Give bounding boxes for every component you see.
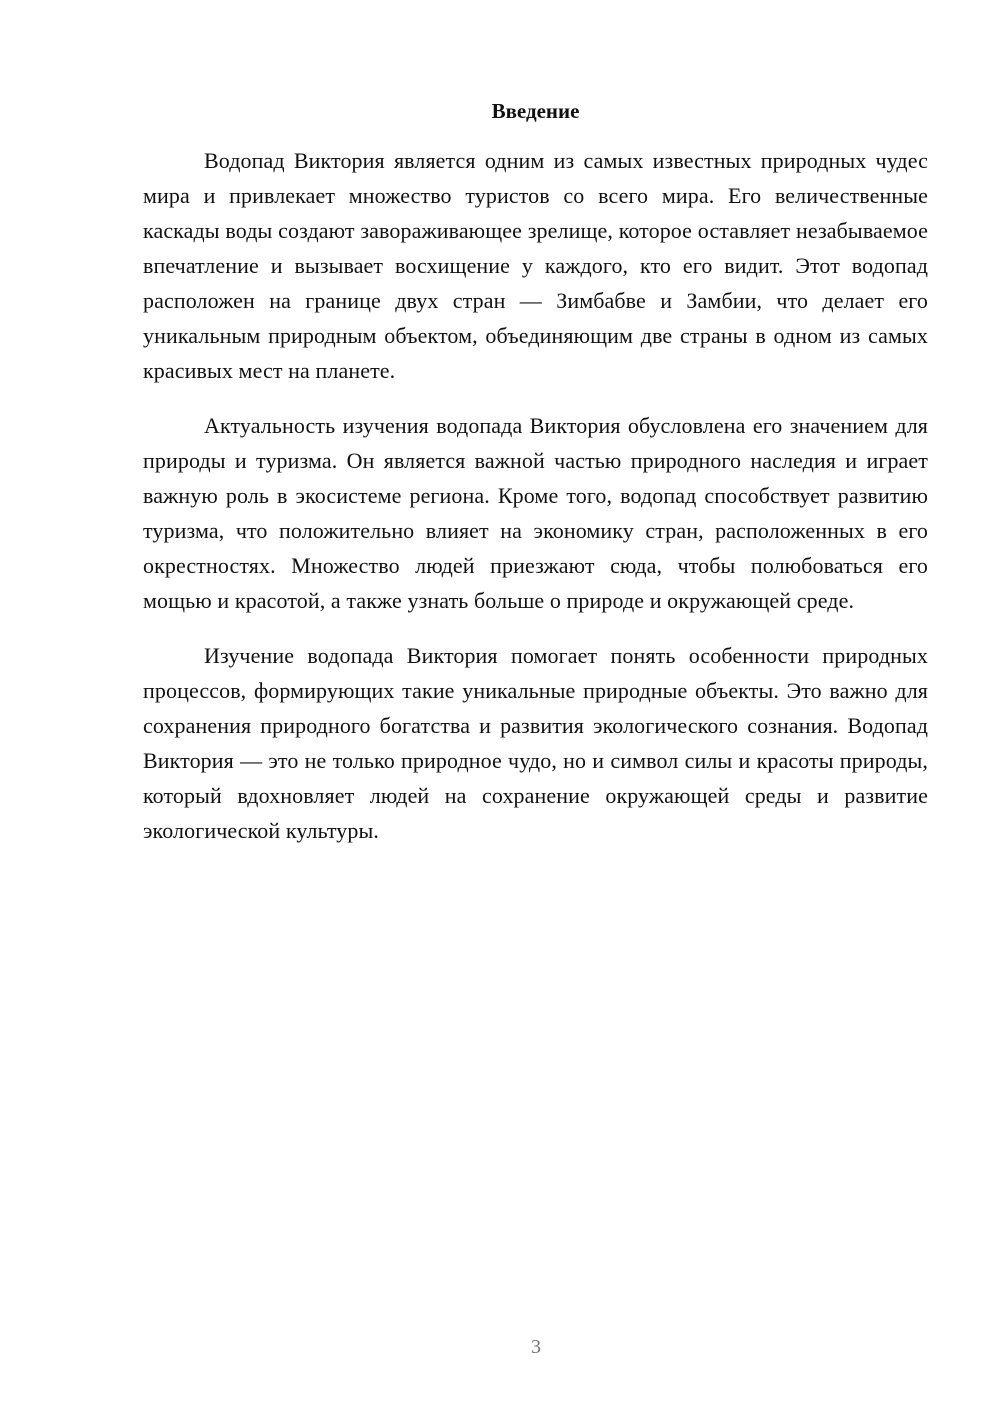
paragraph-1: Водопад Виктория является одним из самых известных природных чудес мира и привлекает множество туристов со всего мира. Его величественные каскады воды создают завораживающее зрелище, которое оставляет незабываемое впечатление и вызывает восхищение у каждого, кто его видит. Этот водопад расположен на границе двух стран — Зимбабве и Замбии, что делает его уникальным природным объектом, объединяющим две страны в одном из самых красивых мест на планете. bbox=[143, 148, 928, 383]
paragraph-2: Актуальность изучения водопада Виктория обусловлена его значением для природы и туризма. Он является важной частью природного наследия и играет важную роль в экосистеме региона. Кроме того, водопад способствует развитию туризма, что положительно влияет на экономику стран, расположенных в его окрестностях. Множество людей приезжают сюда, чтобы полюбоваться его мощью и красотой, а также узнать больше о природе и окружающей среде. bbox=[143, 413, 928, 613]
page-number: 3 bbox=[531, 1336, 541, 1358]
page-content bbox=[143, 96, 928, 868]
section-heading: Введение bbox=[491, 99, 580, 123]
paragraph-3: Изучение водопада Виктория помогает понять особенности природных процессов, формирующих такие уникальные природные объекты. Это важно для сохранения природного богатства и развития экологического сознания. Водопад Виктория — это не только природное чудо, но и символ силы и красоты природы, который вдохновляет людей на сохранение окружающей среды и развитие экологической культуры. bbox=[143, 643, 928, 843]
